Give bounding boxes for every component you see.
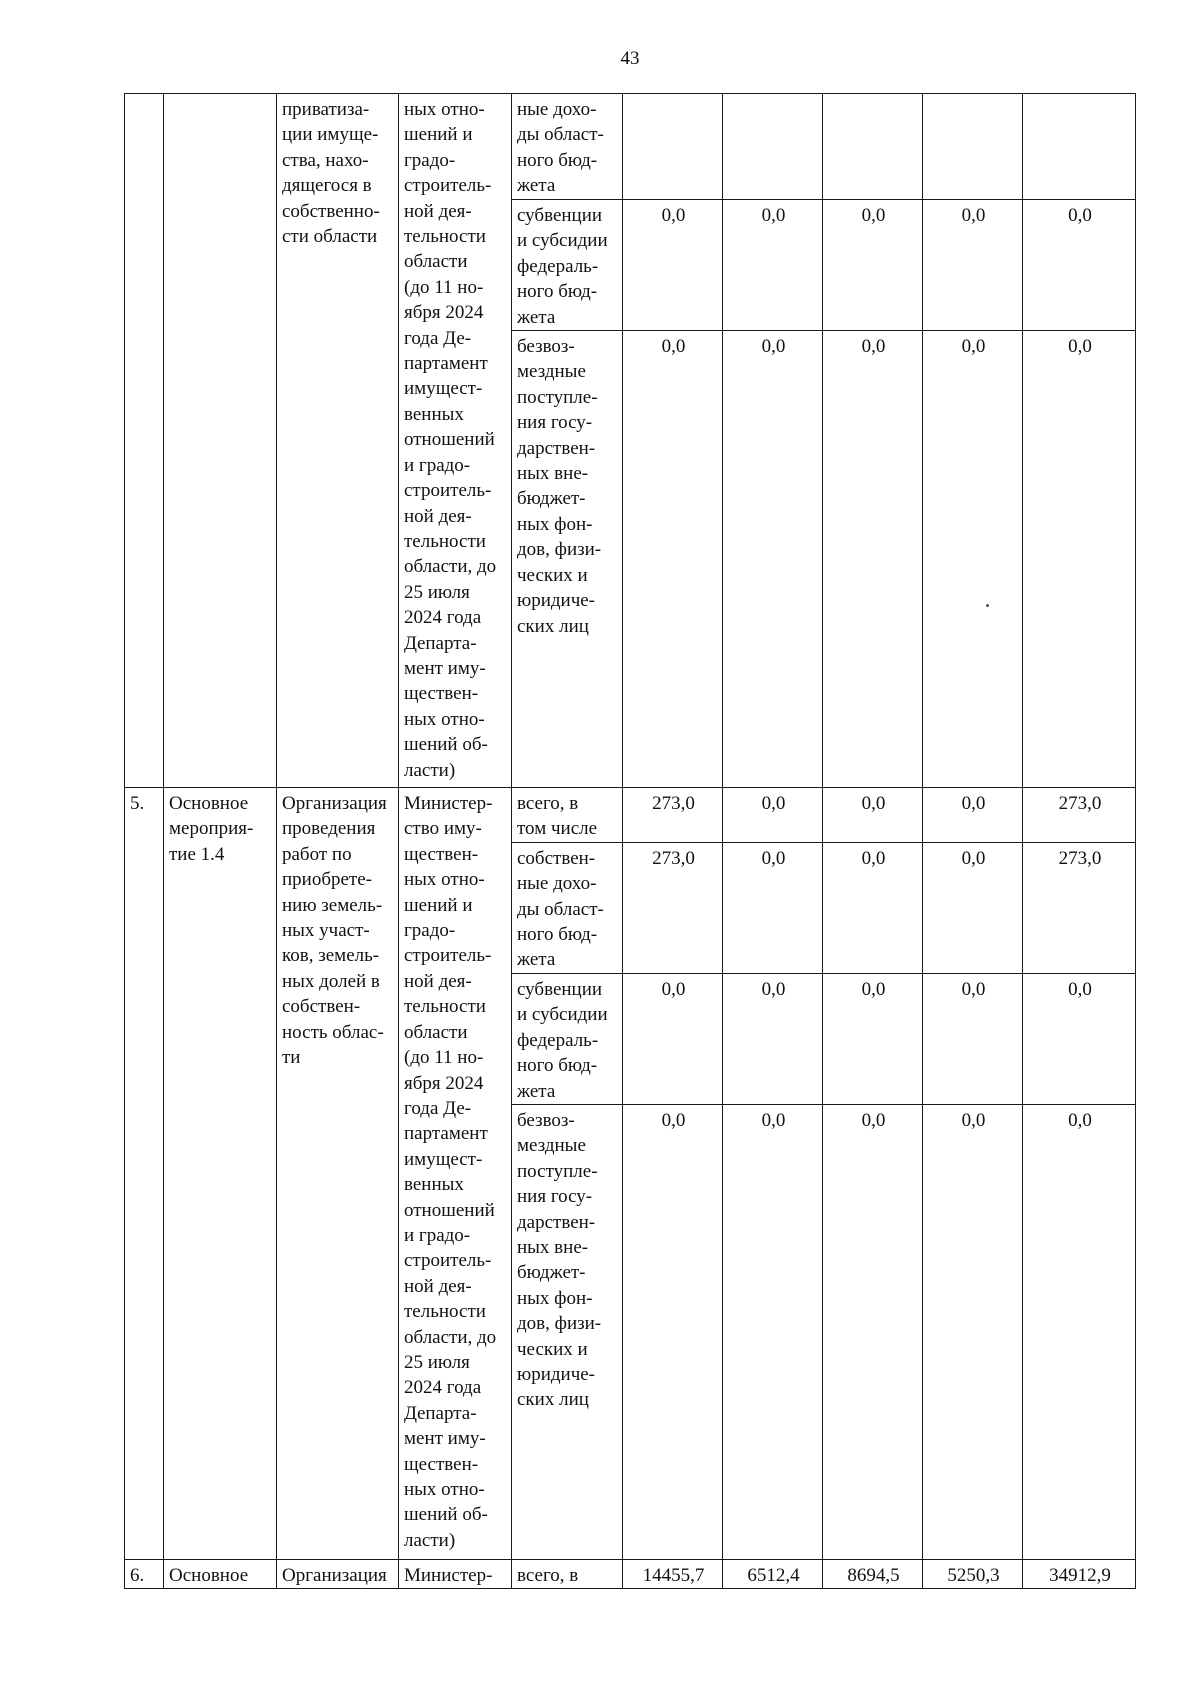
event-title-cell: Организация [277, 1559, 399, 1588]
row-number-cell: 6. [125, 1559, 164, 1588]
event-title-cell: приватиза- ции имуще- ства, нахо- дящегося в собственно- сти области [277, 94, 399, 788]
page-number: 43 [620, 48, 640, 69]
value-cell: 0,0 [923, 788, 1023, 843]
value-cell: 0,0 [623, 1104, 723, 1559]
value-cell: 0,0 [1023, 200, 1136, 331]
value-cell [723, 94, 823, 200]
event-name-cell [164, 94, 277, 788]
table-row [125, 1559, 1136, 1588]
value-cell: 0,0 [723, 200, 823, 331]
event-title-cell: Организация проведения работ по приобрете- нию земель- ных участ- ков, земель- ных долей в собствен- ность облас- ти [277, 788, 399, 1560]
value-cell: 0,0 [923, 1104, 1023, 1559]
executor-cell: Министер- ство иму- ществен- ных отно- шений и градо- строитель- ной дея- тельности области (до 11 но- ября 2024 года Де- партамент имущест- венных отношений и градо- строитель- ной дея- тельности области, до 25 июля 2024 года Дeпарта- мент иму- ществен- ных отно- шений об- ласти) [399, 788, 512, 1560]
row-number-cell [125, 94, 164, 788]
value-cell: 34912,9 [1023, 1559, 1136, 1588]
value-cell: 0,0 [1023, 331, 1136, 788]
value-cell: 0,0 [723, 788, 823, 843]
executor-cell: Министер- [399, 1559, 512, 1588]
value-cell: 273,0 [623, 788, 723, 843]
value-cell: 0,0 [823, 331, 923, 788]
value-cell: 0,0 [1023, 1104, 1136, 1559]
value-cell [823, 94, 923, 200]
executor-cell: ных отно- шений и градо- строитель- ной дея- тельности области (до 11 но- ября 2024 года Де- партамент имущест- венных отношений и градо- строитель- ной дея- тельности области, до 25 июля 2024 года Дeпарта- мент иму- ществен- ных отно- шений об- ласти) [399, 94, 512, 788]
value-cell: 0,0 [823, 788, 923, 843]
funding-source-cell: безвоз- мездные поступле- ния госу- дарствен- ных вне- бюджет- ных фон- дов, физи- ческих и юридиче- ских лиц [512, 1104, 623, 1559]
funding-source-cell: всего, в [512, 1559, 623, 1588]
value-cell: 0,0 [623, 331, 723, 788]
funding-source-cell: собствен- ные дохо- ды област- ного бюд- жета [512, 842, 623, 973]
value-cell: 0,0 [823, 1104, 923, 1559]
funding-source-cell: ные дохо- ды област- ного бюд- жета [512, 94, 623, 200]
value-cell: 0,0 [823, 973, 923, 1104]
value-cell: 6512,4 [723, 1559, 823, 1588]
value-cell [923, 94, 1023, 200]
funding-source-cell: субвенции и субсидии федераль- ного бюд- жета [512, 973, 623, 1104]
value-cell: 0,0 [723, 842, 823, 973]
table-row [125, 788, 1136, 843]
value-cell: 0,0 [823, 200, 923, 331]
value-cell: 0,0 [723, 973, 823, 1104]
value-cell [623, 94, 723, 200]
value-cell: 5250,3 [923, 1559, 1023, 1588]
event-name-cell: Основное [164, 1559, 277, 1588]
funding-source-cell: безвоз- мездные поступле- ния госу- дарствен- ных вне- бюджет- ных фон- дов, физи- ческих и юридиче- ских лиц [512, 331, 623, 788]
value-cell: 0,0 [923, 200, 1023, 331]
scan-artifact-dot [986, 604, 989, 607]
value-cell: 0,0 [923, 973, 1023, 1104]
row-number-cell: 5. [125, 788, 164, 1560]
value-cell: 0,0 [823, 842, 923, 973]
value-cell: 0,0 [1023, 973, 1136, 1104]
value-cell: 0,0 [723, 1104, 823, 1559]
budget-table [124, 93, 1136, 1589]
event-name-cell: Основное мероприя- тие 1.4 [164, 788, 277, 1560]
funding-source-cell: всего, в том числе [512, 788, 623, 843]
table-row [125, 94, 1136, 200]
value-cell: 8694,5 [823, 1559, 923, 1588]
value-cell: 273,0 [1023, 842, 1136, 973]
value-cell: 0,0 [923, 842, 1023, 973]
value-cell: 14455,7 [623, 1559, 723, 1588]
value-cell: 0,0 [723, 331, 823, 788]
value-cell: 0,0 [623, 200, 723, 331]
value-cell: 0,0 [923, 331, 1023, 788]
value-cell: 0,0 [623, 973, 723, 1104]
value-cell: 273,0 [623, 842, 723, 973]
funding-source-cell: субвенции и субсидии федераль- ного бюд- жета [512, 200, 623, 331]
value-cell: 273,0 [1023, 788, 1136, 843]
value-cell [1023, 94, 1136, 200]
